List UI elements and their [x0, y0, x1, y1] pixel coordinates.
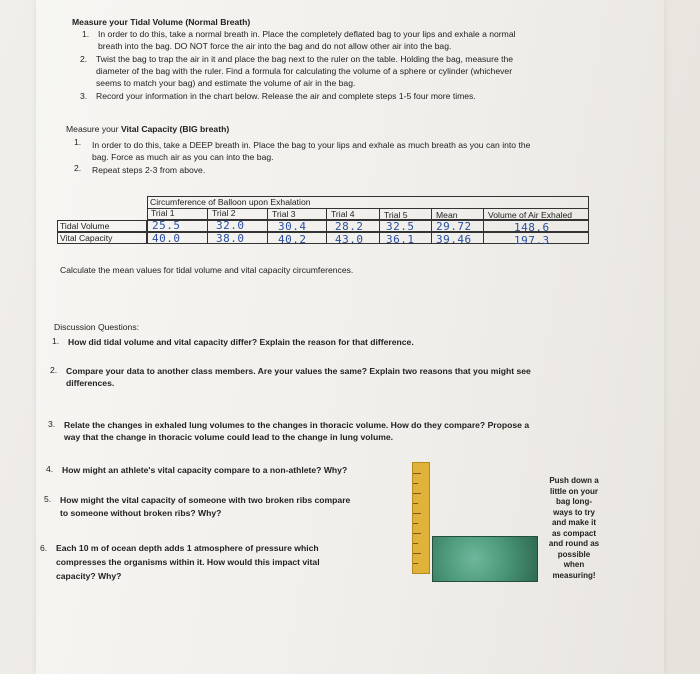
tidal-step-1a: In order to do this, take a normal breath in. Place the completely deflated bag to your lips and exhale a normal [98, 29, 516, 39]
step-number: 1. [74, 137, 82, 147]
question-2a: Compare your data to another class members. Are your values the same? Explain two reasons that you might see [66, 366, 531, 376]
step-number: 1. [82, 29, 90, 39]
vital-trial-1: 40.0 [152, 232, 181, 245]
header-trial-5: Trial 5 [384, 210, 408, 220]
question-number: 1. [52, 336, 60, 346]
question-4: How might an athlete's vital capacity compare to a non-athlete? Why? [62, 465, 348, 475]
question-number: 2. [50, 365, 58, 375]
ruler-tick [413, 483, 418, 484]
tidal-step-3: Record your information in the chart below. Release the air and complete steps 1-5 four more times. [96, 91, 476, 101]
ruler-tick [413, 503, 418, 504]
tidal-step-2b: diameter of the bag with the ruler. Find a formula for calculating the volume of a sphere or cylinder (whichever [96, 66, 513, 76]
question-6a: Each 10 m of ocean depth adds 1 atmosphere of pressure which [56, 543, 319, 553]
ruler-tick [413, 563, 418, 564]
calc-instruction: Calculate the mean values for tidal volume and vital capacity circumferences. [60, 265, 354, 275]
question-number: 6. [40, 543, 48, 553]
question-number: 4. [46, 464, 54, 474]
question-2b: differences. [66, 378, 115, 388]
vital-trial-2: 38.0 [216, 232, 245, 245]
row-label-vital: Vital Capacity [60, 233, 113, 243]
step-number: 2. [80, 54, 88, 64]
step-number: 3. [80, 91, 88, 101]
ruler-tick [413, 553, 421, 554]
vital-heading-bold: Vital Capacity (BIG breath) [120, 124, 230, 134]
column-divider [207, 208, 208, 244]
tidal-heading: Measure your Tidal Volume (Normal Breath) [72, 17, 251, 27]
ruler-tick [413, 493, 421, 494]
question-3b: way that the change in thoracic volume could lead to the change in lung volume. [64, 432, 394, 442]
column-divider [267, 208, 268, 244]
header-trial-3: Trial 3 [272, 209, 296, 219]
vital-step-1a: In order to do this, take a DEEP breath in. Place the bag to your lips and exhale as much breath as you can into the [92, 140, 531, 150]
header-trial-1: Trial 1 [151, 208, 175, 218]
ruler-tick [413, 523, 418, 524]
tidal-step-2c: seems to match your bag) and estimate the volume of air in the bag. [96, 78, 356, 88]
vital-volume: 197.3 [514, 234, 550, 247]
table-group-header-label: Circumference of Balloon upon Exhalation [150, 197, 311, 207]
column-divider [431, 208, 432, 244]
question-6c: capacity? Why? [56, 571, 122, 581]
question-5b: to someone without broken ribs? Why? [60, 508, 222, 518]
air-bag-illustration [432, 536, 538, 582]
vital-step-1b: bag. Force as much air as you can into the bag. [92, 152, 274, 162]
ruler-tick [413, 513, 421, 514]
vital-trial-3: 40.2 [278, 233, 307, 246]
vital-heading-prefix: Measure your [66, 124, 121, 134]
vital-step-2: Repeat steps 2-3 from above. [92, 165, 206, 175]
discussion-heading: Discussion Questions: [54, 322, 140, 332]
ruler-illustration [412, 462, 430, 574]
step-number: 2. [74, 163, 82, 173]
tidal-trial-5: 32.5 [386, 220, 415, 233]
vital-trial-5: 36.1 [386, 233, 415, 246]
ruler-tick [413, 543, 418, 544]
header-volume: Volume of Air Exhaled [488, 210, 573, 220]
header-trial-2: Trial 2 [212, 208, 236, 218]
question-3a: Relate the changes in exhaled lung volumes to the changes in thoracic volume. How do they compare? Propose a [64, 420, 530, 430]
tidal-trial-3: 30.4 [278, 220, 307, 233]
tidal-trial-4: 28.2 [335, 220, 364, 233]
column-divider [379, 208, 380, 244]
question-1: How did tidal volume and vital capacity differ? Explain the reason for that difference. [68, 337, 414, 347]
vital-trial-4: 43.0 [335, 233, 364, 246]
ruler-tick [413, 473, 421, 474]
tidal-volume: 148.6 [514, 221, 550, 234]
question-6b: compresses the organisms within it. How would this impact vital [56, 557, 320, 567]
question-5a: How might the vital capacity of someone with two broken ribs compare [60, 495, 351, 505]
row-label-tidal: Tidal Volume [60, 221, 110, 231]
ruler-tick [413, 533, 421, 534]
column-divider [483, 208, 484, 244]
tidal-mean: 29.72 [436, 220, 472, 233]
side-note: Push down a little on your bag long-ways to try and make it as compact and round as possible when measuring! [548, 476, 600, 580]
column-divider [326, 208, 327, 244]
question-number: 3. [48, 419, 56, 429]
question-number: 5. [44, 494, 52, 504]
tidal-step-1b: breath into the bag. DO NOT force the air into the bag and do not allow other air into the bag. [98, 41, 452, 51]
header-mean: Mean [436, 210, 458, 220]
tidal-step-2a: Twist the bag to trap the air in it and place the bag next to the ruler on the table. Holding the bag, measure the [96, 54, 514, 64]
tidal-trial-2: 32.0 [216, 219, 245, 232]
vital-heading [66, 124, 229, 135]
tidal-trial-1: 25.5 [152, 219, 181, 232]
header-trial-4: Trial 4 [331, 209, 355, 219]
vital-mean: 39.46 [436, 233, 472, 246]
